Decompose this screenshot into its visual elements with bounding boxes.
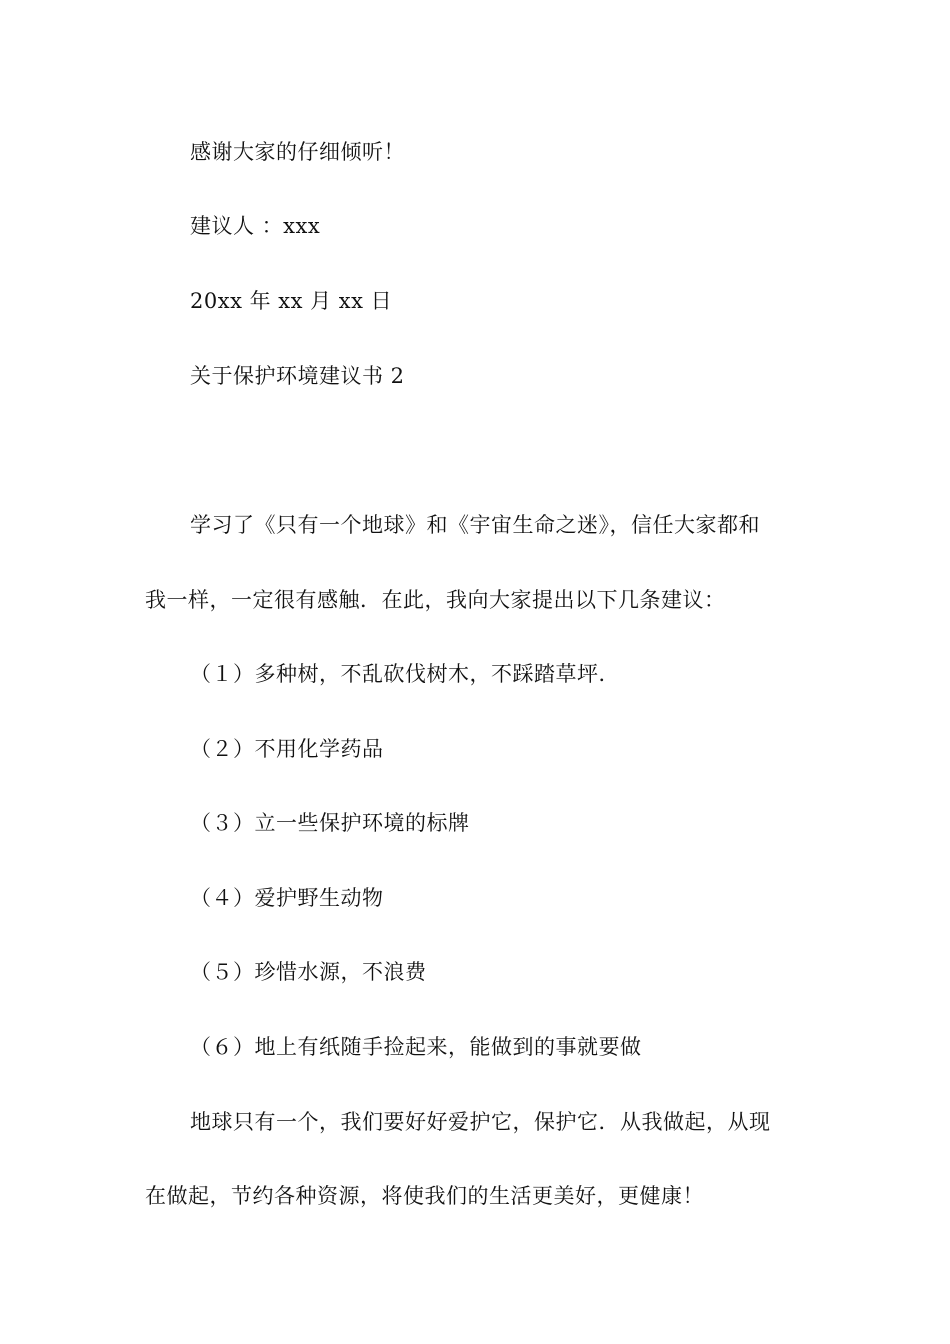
thanks-line: 感谢大家的仔细倾听！ (190, 140, 405, 164)
intro-line-1: 学习了《只有一个地球》和《宇宙生命之迷》，信任大家都和 (190, 513, 760, 537)
intro-line-2: 我一样，一定很有感触．在此，我向大家提出以下几条建议： (145, 588, 726, 612)
conclusion-line-1: 地球只有一个，我们要好好爱护它，保护它．从我做起，从现 (190, 1110, 771, 1134)
suggestion-item-3: （３）立一些保护环境的标牌 (190, 811, 470, 835)
suggestion-item-1: （１）多种树，不乱砍伐树木，不踩踏草坪． (190, 662, 620, 686)
conclusion-line-2: 在做起，节约各种资源，将使我们的生活更美好，更健康！ (145, 1184, 704, 1208)
date-line: 20xx 年 xx 月 xx 日 (190, 289, 393, 313)
suggestion-item-5: （５）珍惜水源，不浪费 (190, 960, 427, 984)
suggestion-item-4: （４）爱护野生动物 (190, 886, 384, 910)
proposer-line: 建议人 ：xxx (190, 214, 321, 238)
section-title: 关于保护环境建议书 2 (190, 364, 405, 388)
suggestion-item-2: （２）不用化学药品 (190, 737, 384, 761)
suggestion-item-6: （６）地上有纸随手捡起来，能做到的事就要做 (190, 1035, 642, 1059)
